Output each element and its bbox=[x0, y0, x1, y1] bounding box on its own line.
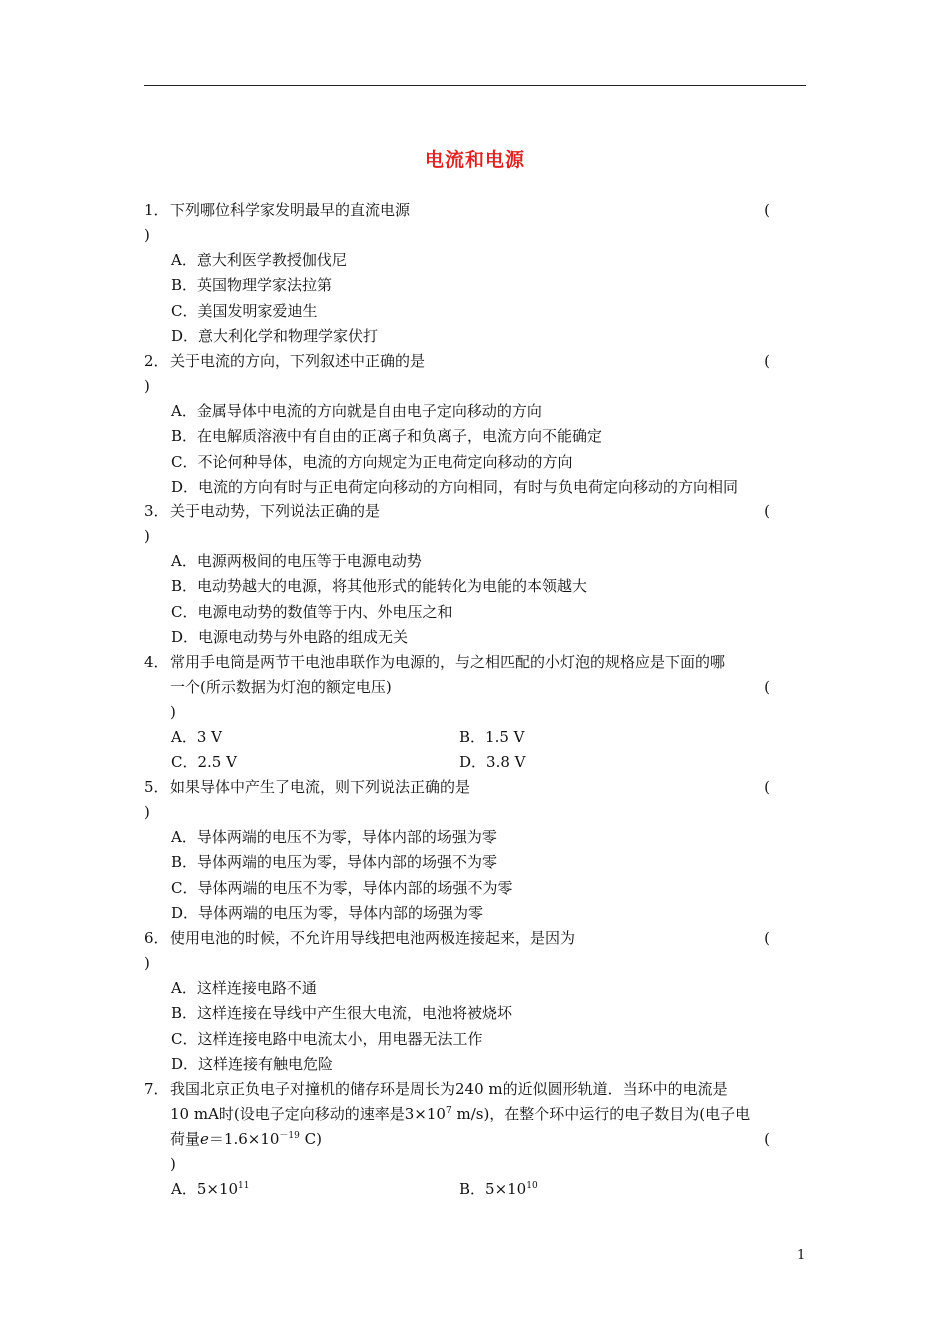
answer-paren-close: ) bbox=[144, 377, 150, 395]
question-text-line-3a: 荷量 bbox=[170, 1130, 201, 1148]
answer-paren-open: ( bbox=[764, 678, 770, 696]
option-d: D．电流的方向有时与正电荷定向移动的方向相同，有时与负电荷定向移动的方向相同 bbox=[171, 477, 739, 496]
question-7 bbox=[144, 1077, 806, 1202]
answer-paren-close: ) bbox=[144, 226, 150, 244]
exponent: 10 bbox=[526, 1181, 538, 1191]
question-number: 5． bbox=[144, 778, 169, 796]
option-b: B．英国物理学家法拉第 bbox=[171, 276, 333, 295]
answer-paren-close: ) bbox=[170, 1155, 176, 1173]
answer-paren-close: ) bbox=[144, 954, 150, 972]
question-2 bbox=[144, 349, 806, 500]
option-d: D．电源电动势与外电路的组成无关 bbox=[171, 627, 409, 646]
question-number: 3． bbox=[144, 502, 169, 520]
question-text: 下列哪位科学家发明最早的直流电源 bbox=[170, 201, 411, 219]
question-number: 4． bbox=[144, 653, 169, 671]
option-a: A．$5\times 10^{11}$ bbox=[171, 1180, 250, 1198]
header-rule bbox=[144, 85, 806, 86]
question-number: 2． bbox=[144, 352, 169, 370]
option-b: B．在电解质溶液中有自由的正离子和负离子，电流方向不能确定 bbox=[171, 427, 603, 446]
option-c: C．导体两端的电压不为零，导体内部的场强不为零 bbox=[171, 878, 513, 897]
answer-paren-open: ( bbox=[764, 502, 770, 520]
question-6 bbox=[144, 926, 806, 1077]
question-text: 关于电流的方向，下列叙述中正确的是 bbox=[170, 352, 426, 370]
answer-paren-close: ) bbox=[170, 703, 176, 721]
answer-paren-open: ( bbox=[764, 929, 770, 947]
option-b: B．1.5 V bbox=[459, 728, 525, 746]
answer-paren-open: ( bbox=[764, 201, 770, 219]
option-c: C．美国发明家爱迪生 bbox=[171, 301, 318, 320]
question-text-line-1: 常用手电筒是两节干电池串联作为电源的，与之相匹配的小灯泡的规格应是下面的哪 bbox=[170, 653, 726, 671]
option-d: D．导体两端的电压为零，导体内部的场强为零 bbox=[171, 903, 484, 922]
option-a: A．导体两端的电压不为零，导体内部的场强为零 bbox=[171, 828, 497, 846]
question-text-line-3b: ＝1.6×10 bbox=[208, 1130, 280, 1148]
answer-paren-open: ( bbox=[764, 352, 770, 370]
question-text-line-3c: C) bbox=[299, 1130, 322, 1148]
option-c: C．不论何种导体，电流的方向规定为正电荷定向移动的方向 bbox=[171, 452, 573, 471]
answer-paren-close: ) bbox=[144, 803, 150, 821]
exponent: 11 bbox=[238, 1181, 250, 1191]
option-b: B．$5\times 10^{10}$ bbox=[459, 1180, 538, 1198]
question-4 bbox=[144, 650, 806, 775]
question-text: 使用电池的时候，不允许用导线把电池两极连接起来，是因为 bbox=[170, 929, 576, 947]
option-a: A．意大利医学教授伽伐尼 bbox=[171, 251, 347, 269]
question-number: 6． bbox=[144, 929, 169, 947]
answer-paren-open: ( bbox=[764, 778, 770, 796]
option-d: D．意大利化学和物理学家伏打 bbox=[171, 326, 379, 345]
question-text: 如果导体中产生了电流，则下列说法正确的是 bbox=[170, 778, 471, 796]
answer-paren-close: ) bbox=[144, 527, 150, 545]
option-b: B．导体两端的电压为零，导体内部的场强不为零 bbox=[171, 853, 498, 872]
electron-charge-symbol: e bbox=[200, 1130, 209, 1148]
question-5 bbox=[144, 775, 806, 926]
question-3 bbox=[144, 499, 806, 650]
question-text: 关于电动势，下列说法正确的是 bbox=[170, 502, 381, 520]
option-a: A．3 V bbox=[171, 728, 222, 746]
option-d: D．这样连接有触电危险 bbox=[171, 1054, 334, 1073]
option-c: C．2.5 V bbox=[171, 753, 237, 771]
option-b: B．电动势越大的电源，将其他形式的能转化为电能的本领越大 bbox=[171, 577, 588, 596]
option-a: A．金属导体中电流的方向就是自由电子定向移动的方向 bbox=[171, 402, 542, 420]
question-text-line-2a: 10 mA时(设电子定向移动的速率是3×10 bbox=[170, 1105, 446, 1123]
option-c: C．电源电动势的数值等于内、外电压之和 bbox=[171, 602, 453, 621]
question-number: 7． bbox=[144, 1080, 169, 1098]
answer-paren-open: ( bbox=[764, 1130, 770, 1148]
page-title: 电流和电源 bbox=[424, 149, 525, 171]
option-b: B．这样连接在导线中产生很大电流，电池将被烧坏 bbox=[171, 1004, 513, 1023]
question-number: 1． bbox=[144, 201, 169, 219]
exponent: 7 bbox=[445, 1106, 452, 1116]
question-text-line-2: 一个(所示数据为灯泡的额定电压) bbox=[170, 678, 392, 696]
question-text-line-1: 我国北京正负电子对撞机的储存环是周长为240 m的近似圆形轨道．当环中的电流是 bbox=[170, 1080, 728, 1098]
option-d: D．3.8 V bbox=[459, 753, 526, 771]
page-number: 1 bbox=[797, 1248, 806, 1263]
question-1 bbox=[144, 198, 806, 349]
option-c: C．这样连接电路中电流太小，用电器无法工作 bbox=[171, 1029, 483, 1048]
option-a: A．这样连接电路不通 bbox=[171, 979, 317, 997]
option-a: A．电源两极间的电压等于电源电动势 bbox=[171, 552, 422, 570]
exponent: －19 bbox=[279, 1131, 300, 1141]
question-text-line-2b: m/s)，在整个环中运行的电子数目为(电子电 bbox=[451, 1105, 751, 1123]
